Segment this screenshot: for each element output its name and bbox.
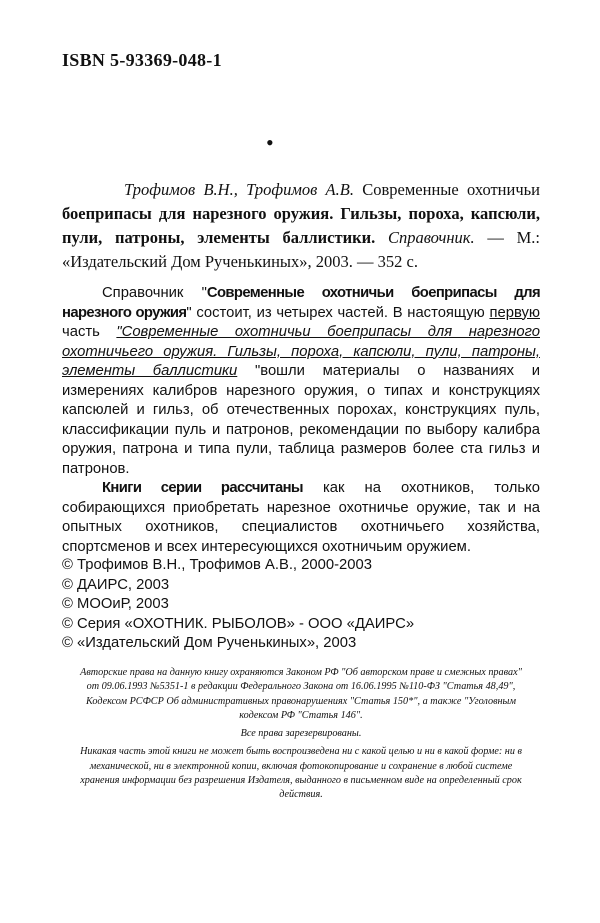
- annotation-text: " состоит, из четырех частей. В настоящую: [186, 304, 490, 321]
- legal-copyright-law: Авторские права на данную книгу охраняются Законом РФ "Об авторском праве и смежных правах" от 09.06.1993 №5351-1 в редакции Федерального Закона от 16.06.1995 №110-ФЗ "Статья 48,49", Кодексом РСФСР Об административных правонарушениях "Статья 150*", а также "Уголовным кодексом РФ "Статья 146".: [80, 667, 522, 721]
- bibliographic-paragraph: [62, 178, 540, 274]
- book-title-start: Современные охотничьи: [353, 180, 540, 199]
- annotation-paragraph-2: [62, 479, 540, 557]
- isbn-number: ISBN 5-93369-048-1: [62, 50, 222, 70]
- legal-rights-reserved: Все права зарезервированы.: [240, 728, 362, 740]
- bibliographic-record: [62, 178, 540, 274]
- bullet-mark: •: [266, 130, 274, 155]
- legal-reproduction-notice: Никакая часть этой книги не может быть воспроизведена ни с какой целью и ни в какой форме: ни в механической, ни в электронной копии, включая фотокопирование и сохранение в любой системе хранения информации без разрешения Издателя, выданного в письменном виде на определенный срок действия.: [80, 746, 522, 801]
- annotation-text: "вошли материалы о названиях и измерениях калибров нарезного оружия, о типах и конструкциях капсюлей и гильз, об отечественных порохах, конструкциях пуль, классификации пуль и патронов, рекомендации по выбору калибра оружия, патрона и типа пули, таблица размеров более ста гильз и патронов.: [62, 363, 540, 477]
- legal-notice: [80, 666, 522, 807]
- annotation-part-number: первую: [489, 304, 540, 321]
- copyright-block: [62, 556, 540, 654]
- book-type: Справочник.: [387, 228, 475, 247]
- annotation-series-title: Современные охотничьи боеприпасы для нарезного оружия: [62, 285, 540, 321]
- book-authors: Трофимов В.Н., Трофимов А.В.: [124, 180, 354, 199]
- annotation-audience-lead: Книги серии рассчитаны: [102, 480, 303, 496]
- copyright-line: © «Издательский Дом Рученькиных», 2003: [62, 635, 357, 652]
- copyright-line: © МООиР, 2003: [62, 596, 169, 613]
- copyright-line: © Трофимов В.Н., Трофимов А.В., 2000-2003: [62, 557, 372, 573]
- annotation: [62, 284, 540, 557]
- book-title: боеприпасы для нарезного оружия. Гильзы, пороха, капсюли, пули, патроны, элементы баллистики.: [62, 204, 540, 247]
- annotation-part-title: "Современные охотничьи боеприпасы для нарезного охотничьего оружия. Гильзы, пороха, капсюли, пули, патроны, элементы баллистики: [62, 324, 540, 379]
- book-publication-info: — М.: «Издательский Дом Рученькиных», 2003. — 352 с.: [62, 228, 540, 271]
- copyright-line: © ДАИРС, 2003: [62, 576, 170, 593]
- annotation-paragraph-1: [62, 284, 540, 479]
- annotation-text: Справочник ": [102, 285, 207, 301]
- copyright-line: © Серия «ОХОТНИК. РЫБОЛОВ» - ООО «ДАИРС»: [62, 615, 415, 632]
- annotation-text: как на охотников, только собирающихся приобретать нарезное охотничье оружие, так и на опытных охотников, специалистов охотничьего хозяйства, спортсменов и всех интересующихся охотничьим оружием.: [62, 480, 540, 555]
- annotation-text: часть: [62, 324, 117, 340]
